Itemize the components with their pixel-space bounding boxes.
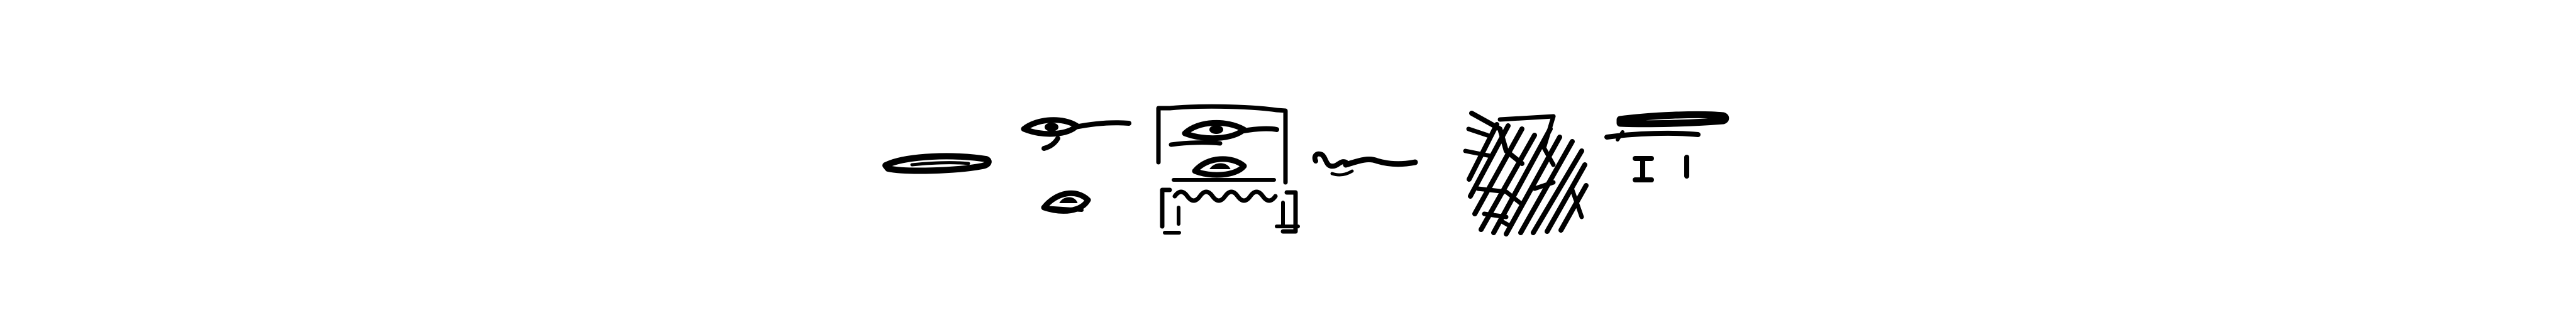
hatched-damage-icon [1465, 113, 1586, 234]
lacuna-bracket-right-icon [1277, 110, 1298, 231]
ceiling-sky-icon [1607, 114, 1726, 180]
horned-viper-icon [1315, 154, 1415, 175]
mouth-r-icon [886, 156, 989, 170]
eye-in-brackets-icon [1170, 106, 1277, 180]
water-ripple-icon [1175, 192, 1283, 226]
eye-icon [1024, 120, 1129, 211]
lacuna-bracket-left-icon [1158, 108, 1179, 233]
